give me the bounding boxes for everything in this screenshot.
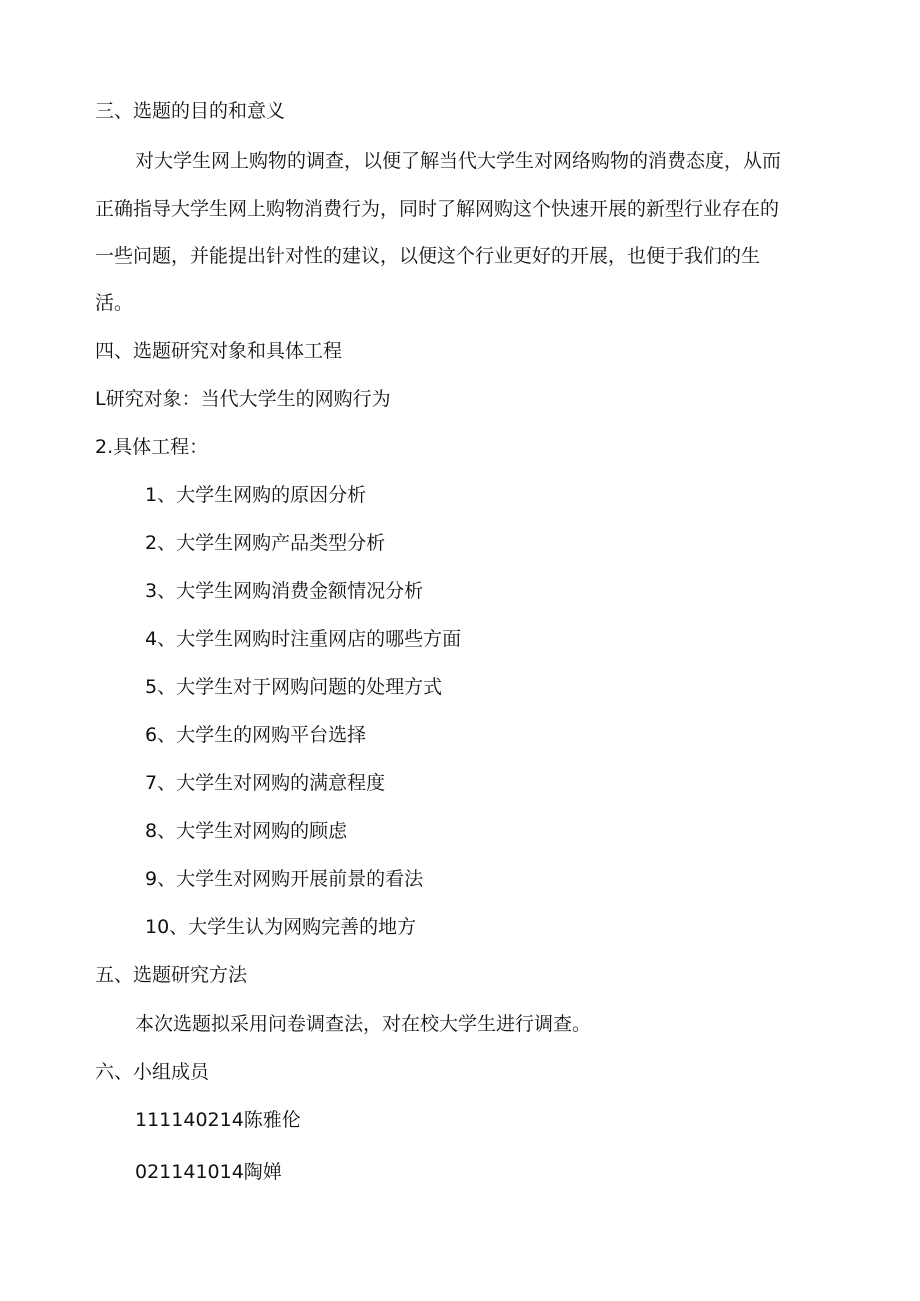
section-6-title: 六、小组成员 [95, 1061, 210, 1083]
list-item: 1、大学生网购的原因分析 [145, 484, 367, 506]
list-item: 10、大学生认为网购完善的地方 [145, 916, 417, 938]
section-5-title: 五、选题研究方法 [95, 964, 248, 986]
section-3-paragraph-line: 对大学生网上购物的调查，以便了解当代大学生对网络购物的消费态度，从而 [135, 150, 782, 172]
section-3-paragraph-line: 正确指导大学生网上购物消费行为，同时了解网购这个快速开展的新型行业存在的 [95, 198, 780, 220]
section-3-title: 三、选题的目的和意义 [95, 100, 286, 122]
research-object-point: L研究对象：当代大学生的网购行为 [95, 388, 391, 410]
section-3-paragraph-line: 一些问题，并能提出针对性的建议，以便这个行业更好的开展，也便于我们的生 [95, 245, 761, 267]
specific-items-heading: 2.具体工程： [95, 436, 209, 458]
list-item: 4、大学生网购时注重网店的哪些方面 [145, 628, 462, 650]
section-4-title: 四、选题研究对象和具体工程 [95, 340, 343, 362]
member-entry: 021141014陶婵 [135, 1161, 282, 1183]
list-item: 6、大学生的网购平台选择 [145, 724, 367, 746]
section-3-paragraph-line: 活。 [95, 292, 134, 314]
list-item: 3、大学生网购消费金额情况分析 [145, 580, 424, 602]
list-item: 8、大学生对网购的顾虑 [145, 820, 348, 842]
list-item: 2、大学生网购产品类型分析 [145, 532, 386, 554]
list-item: 5、大学生对于网购问题的处理方式 [145, 676, 443, 698]
list-item: 9、大学生对网购开展前景的看法 [145, 868, 424, 890]
member-entry: 111140214陈雅伦 [135, 1109, 301, 1131]
list-item: 7、大学生对网购的满意程度 [145, 772, 386, 794]
section-5-text: 本次选题拟采用问卷调查法，对在校大学生进行调查。 [135, 1013, 592, 1035]
